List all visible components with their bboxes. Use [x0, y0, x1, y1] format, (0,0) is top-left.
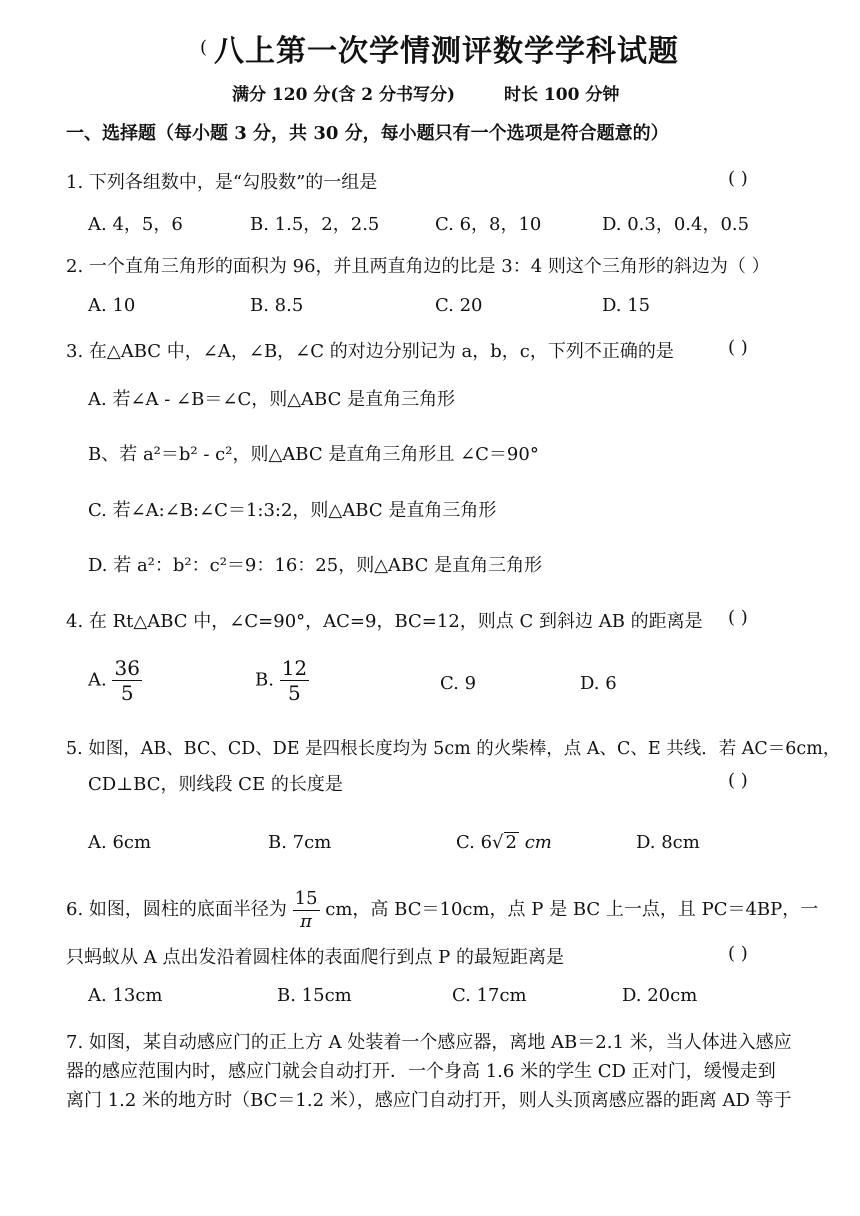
q5-option-d: D. 8cm [636, 832, 700, 853]
q5-option-b: B. 7cm [268, 832, 332, 853]
question-5-stem-line1: 5. 如图，AB、BC、CD、DE 是四根长度均为 5cm 的火柴棒，点 A、C、E 共线．若 AC＝6cm， [66, 739, 841, 759]
q4-a-fraction [112, 656, 141, 705]
q4-a-denominator: 5 [120, 681, 134, 705]
q4-b-numerator: 12 [281, 656, 308, 680]
title-text: 八上第一次学情测评数学学科试题 [214, 34, 680, 69]
q6-radius-numerator: 15 [294, 888, 318, 909]
exam-title [200, 26, 679, 70]
q6-stem-post: cm，高 BC＝10cm，点 P 是 BC 上一点，且 PC＝4BP，一 [325, 899, 819, 921]
full-score: 满分 120 分(含 2 分书写分) [232, 85, 456, 105]
q4-option-a [88, 656, 142, 705]
q2-option-c: C. 20 [435, 295, 483, 316]
q3-option-c: C. 若∠A:∠B:∠C＝1:3:2，则△ABC 是直角三角形 [88, 500, 497, 521]
q5-option-a: A. 6cm [88, 832, 152, 853]
question-2-stem: 2. 一个直角三角形的面积为 96，并且两直角边的比是 3：4 则这个三角形的斜边为（ ） [66, 256, 770, 277]
q4-b-fraction [280, 656, 309, 705]
question-7-line2: 器的感应范围内时，感应门就会自动打开．一个身高 1.6 米的学生 CD 正对门，缓慢走到 [66, 1061, 776, 1082]
q3-option-a: A. 若∠A - ∠B＝∠C，则△ABC 是直角三角形 [88, 389, 456, 410]
q5-c-unit: cm [518, 832, 552, 853]
q4-b-denominator: 5 [288, 681, 301, 705]
q5-c-radicand: 2 [505, 832, 517, 853]
q6-option-d: D. 20cm [622, 985, 698, 1006]
q4-option-c: C. 9 [440, 673, 477, 694]
q4-b-label: B. [255, 669, 274, 691]
q6-stem-pre: 6. 如图，圆柱的底面半径为 [66, 899, 287, 921]
answer-paren-3: ( ) [728, 337, 748, 358]
q5-c-prefix: C. 6 [456, 832, 493, 853]
question-6-stem-line2: 只蚂蚁从 A 点出发沿着圆柱体的表面爬行到点 P 的最短距离是 [66, 947, 564, 968]
question-7-line1: 7. 如图，某自动感应门的正上方 A 处装着一个感应器，离地 AB＝2.1 米，当人体进入感应 [66, 1032, 792, 1053]
q1-option-d: D. 0.3，0.4，0.5 [602, 214, 750, 235]
q6-option-a: A. 13cm [88, 985, 163, 1006]
q3-option-d: D. 若 a²：b²：c²＝9：16：25，则△ABC 是直角三角形 [88, 555, 543, 576]
question-5-stem-line2: CD⊥BC，则线段 CE 的长度是 [88, 774, 343, 795]
q6-radius-denominator: π [300, 910, 313, 932]
q4-option-d: D. 6 [580, 673, 617, 694]
q6-radius-fraction [293, 888, 320, 932]
q2-option-a: A. 10 [88, 295, 136, 316]
answer-paren-1: ( ) [728, 168, 748, 189]
q2-option-d: D. 15 [602, 295, 651, 316]
q4-a-numerator: 36 [114, 656, 140, 680]
question-6-stem-line1 [66, 888, 818, 932]
q5-option-c [456, 832, 552, 853]
answer-paren-4: ( ) [728, 607, 748, 628]
answer-paren-5: ( ) [728, 770, 748, 791]
question-7-line3: 离门 1.2 米的地方时（BC＝1.2 米），感应门自动打开，则人头顶离感应器的距离 AD 等于 [66, 1090, 792, 1111]
duration: 时长 100 分钟 [504, 85, 620, 105]
q6-option-b: B. 15cm [277, 985, 352, 1006]
answer-paren-6: ( ) [728, 943, 748, 964]
q1-option-b: B. 1.5，2，2.5 [250, 214, 380, 235]
q4-option-b [255, 656, 309, 705]
stray-mark: ( [200, 37, 209, 58]
question-3-stem: 3. 在△ABC 中，∠A，∠B，∠C 的对边分别记为 a，b，c，下列不正确的是 [66, 341, 674, 362]
q4-a-label: A. [88, 669, 107, 691]
q6-option-c: C. 17cm [452, 985, 527, 1006]
q2-option-b: B. 8.5 [250, 295, 304, 316]
q1-option-a: A. 4，5，6 [88, 214, 183, 235]
section-heading: 一、选择题（每小题 3 分，共 30 分，每小题只有一个选项是符合题意的） [66, 123, 669, 144]
q1-option-c: C. 6，8，10 [435, 214, 542, 235]
sqrt-symbol: √ [492, 832, 504, 853]
question-4-stem: 4. 在 Rt△ABC 中，∠C=90°，AC=9，BC=12，则点 C 到斜边 AB 的距离是 [66, 611, 703, 632]
question-1-stem: 1. 下列各组数中，是“勾股数”的一组是 [66, 172, 378, 193]
q3-option-b: B、若 a²＝b² - c²，则△ABC 是直角三角形且 ∠C＝90° [88, 444, 539, 465]
